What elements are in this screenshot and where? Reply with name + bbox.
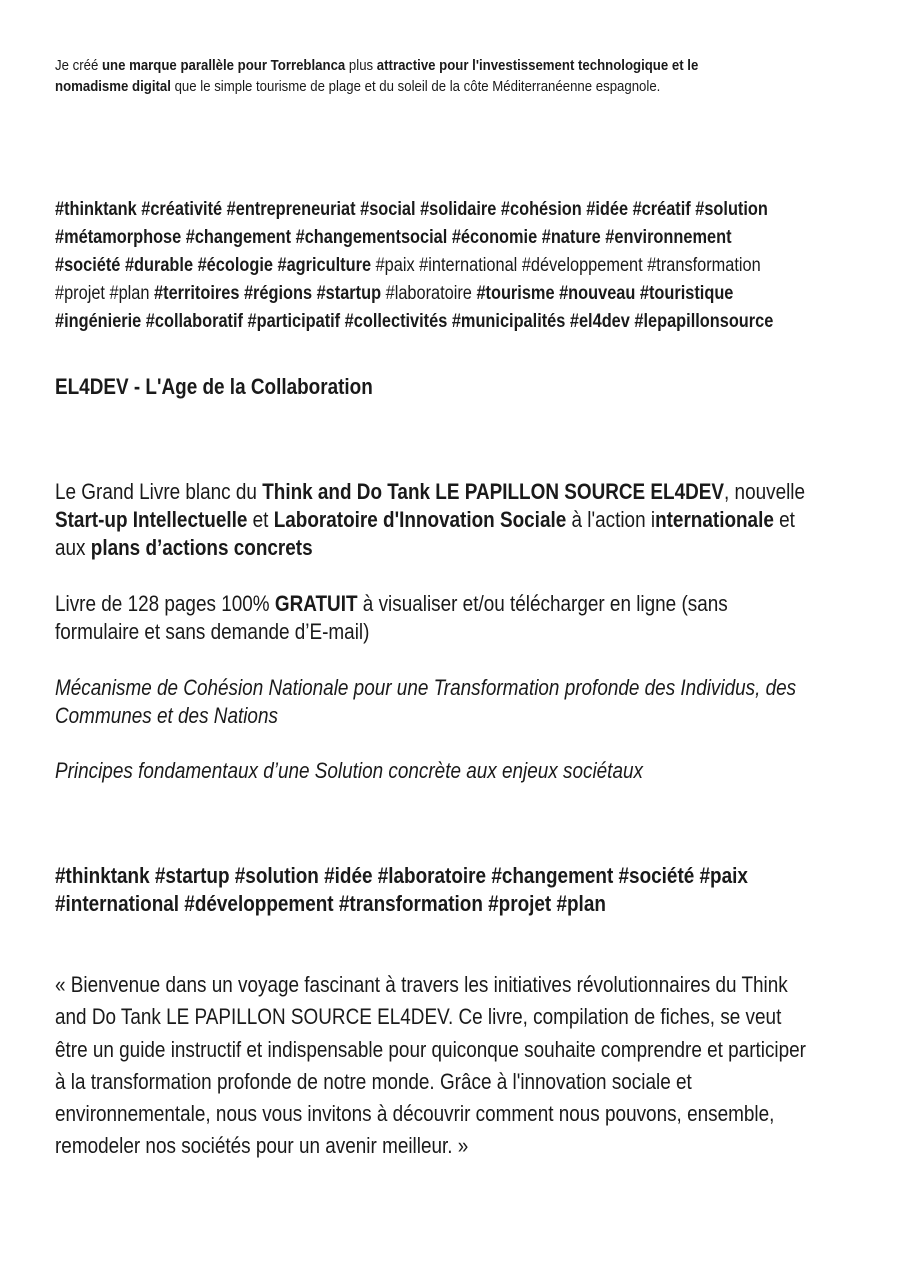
intro-line <box>55 78 660 95</box>
bold-text-run: plans d’actions concrets <box>90 535 313 560</box>
text-run: formulaire et sans demande d’E-mail) <box>55 619 370 644</box>
bold-text-run: une marque parallèle pour Torreblanca <box>101 57 346 74</box>
text-run: Livre de 128 pages 100% <box>55 591 275 616</box>
hashtag-line <box>55 311 773 333</box>
bold-text-run: #société #durable #écologie #agriculture <box>55 255 372 276</box>
text-run: #projet #plan <box>55 283 155 304</box>
text-run: , nouvelle <box>724 479 806 504</box>
document-title: EL4DEV - L'Age de la Collaboration <box>55 374 373 399</box>
hashtag-line <box>55 255 761 277</box>
text-run: à visualiser et/ou télécharger en ligne (sans <box>357 591 728 616</box>
bold-text-run: Think and Do Tank LE PAPILLON SOURCE EL4DEV <box>262 479 725 504</box>
hashtag-line <box>55 199 768 221</box>
quote-line: être un guide instructif et indispensable pour quiconque souhaite comprendre et participer <box>55 1037 806 1062</box>
subtitle-line: Mécanisme de Cohésion Nationale pour une Transformation profonde des Individus, des <box>55 675 797 700</box>
text-run: Je créé <box>55 57 102 74</box>
quote-line: and Do Tank LE PAPILLON SOURCE EL4DEV. Ce livre, compilation de fiches, se veut <box>55 1004 782 1029</box>
free-book-line <box>55 591 728 617</box>
description-line <box>55 507 795 533</box>
bold-text-run: nomadisme digital <box>55 78 171 95</box>
bold-text-run: #tourisme #nouveau #touristique <box>476 283 734 304</box>
hashtag-line: #thinktank #startup #solution #idée #laboratoire #changement #société #paix <box>55 863 748 888</box>
subtitle-line: Communes et des Nations <box>55 703 278 728</box>
text-run: aux <box>55 535 91 560</box>
text-run: plus <box>345 57 377 74</box>
quote-line: remodeler nos sociétés pour un avenir meilleur. » <box>55 1133 469 1158</box>
free-book-line <box>55 619 369 645</box>
bold-text-run: nternationale <box>655 507 774 532</box>
bold-text-run: GRATUIT <box>274 591 358 616</box>
text-run: #paix #international #développement #transformation <box>371 255 761 276</box>
hashtag-line <box>55 227 732 249</box>
bold-text-run: #thinktank #créativité #entrepreneuriat #social #solidaire #cohésion #idée #créatif #solution <box>55 199 768 220</box>
text-run: Le Grand Livre blanc du <box>55 479 263 504</box>
description-line <box>55 535 313 561</box>
subtitle-principles: Principes fondamentaux d’une Solution concrète aux enjeux sociétaux <box>55 758 643 783</box>
text-run: à l'action i <box>566 507 656 532</box>
bold-text-run: #ingénierie #collaboratif #participatif #collectivités #municipalités #el4dev #lepapillonsource <box>55 311 774 332</box>
bold-text-run: Start-up Intellectuelle <box>55 507 248 532</box>
bold-text-run: #territoires #régions #startup <box>154 283 382 304</box>
intro-line <box>55 57 698 74</box>
text-run: #laboratoire <box>381 283 477 304</box>
quote-line: à la transformation profonde de notre monde. Grâce à l'innovation sociale et <box>55 1069 692 1094</box>
bold-text-run: attractive pour l'investissement technologique et le <box>376 57 699 74</box>
text-run: et <box>247 507 274 532</box>
quote-line: environnementale, nous vous invitons à découvrir comment nous pouvons, ensemble, <box>55 1101 775 1126</box>
description-line <box>55 479 805 505</box>
quote-line: « Bienvenue dans un voyage fascinant à travers les initiatives révolutionnaires du Think <box>55 972 788 997</box>
text-run: que le simple tourisme de plage et du soleil de la côte Méditerranéenne espagnole. <box>170 78 661 95</box>
hashtag-line: #international #développement #transformation #projet #plan <box>55 891 606 916</box>
hashtag-line <box>55 283 733 305</box>
bold-text-run: Laboratoire d'Innovation Sociale <box>273 507 567 532</box>
text-run: et <box>773 507 795 532</box>
bold-text-run: #métamorphose #changement #changementsocial #économie #nature #environnement <box>55 227 732 248</box>
